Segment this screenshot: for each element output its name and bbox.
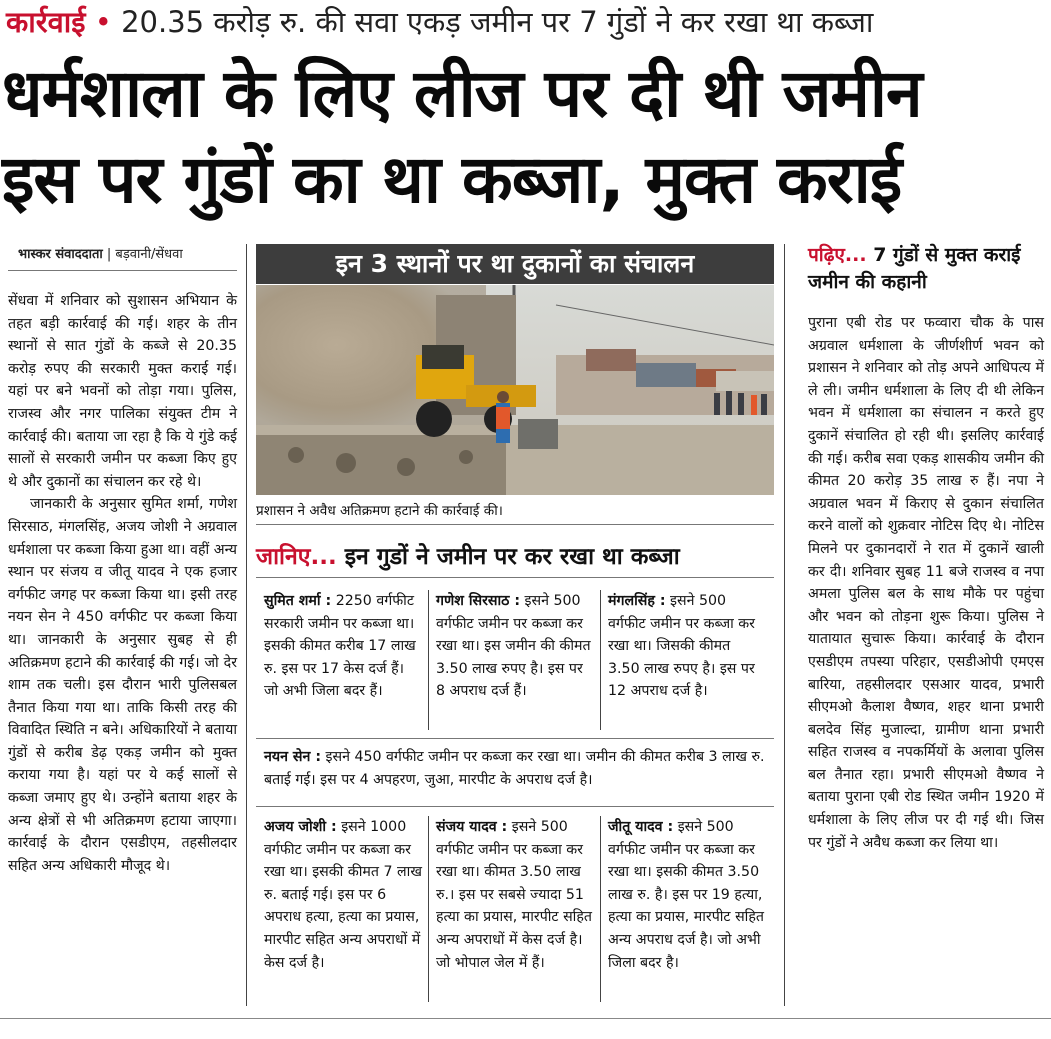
box-jitu-name: जीतू यादव : (608, 819, 674, 835)
byline-author: भास्कर संवाददाता (18, 247, 103, 262)
janiye-title: इन गुडों ने जमीन पर कर रखा था कब्जा (344, 544, 680, 570)
janiye-heading (256, 539, 680, 571)
box-ajay-joshi (264, 816, 422, 974)
box-ajay-text: इसने 1000 वर्गफीट जमीन पर कब्जा कर रखा था। इसकी कीमत 7 लाख रु. बताई गई। इस पर 6 अपराध हत्या, हत्या का प्रयास, मारपीट सहित अन्य अपराधों में केस दर्ज है। (264, 819, 422, 971)
kicker-bullet: • (94, 5, 112, 39)
byline-separator: | (106, 247, 112, 262)
janiye-label: जानिए... (256, 544, 337, 570)
box-divider-2 (600, 590, 601, 730)
byline-rule (8, 270, 237, 271)
photo-caption: प्रशासन ने अवैध अतिक्रमण हटाने की कार्रवाई की। (256, 503, 503, 519)
headline-line-2: इस पर गुंडों का था कब्जा, मुक्त कराई (2, 141, 902, 218)
right-column-body (808, 312, 1044, 854)
byline (18, 244, 183, 262)
demolition-photo (256, 285, 774, 495)
box-sumit-text: 2250 वर्गफीट सरकारी जमीन पर कब्जा था। इसकी कीमत करीब 17 लाख रु. इस पर 17 केस दर्ज हैं। जो अभी जिला बदर हैं। (264, 593, 416, 700)
box-nayan-text: इसने 450 वर्गफीट जमीन पर कब्जा कर रखा था। जमीन की कीमत करीब 3 लाख रु. बताई गई। इस पर 4 अपहरण, जुआ, मारपीट के अपराध दर्ज है। (264, 749, 765, 788)
caption-rule (256, 524, 774, 525)
box-jitu-yadav (608, 816, 766, 974)
column-divider-left (246, 244, 247, 1006)
box-sumit-name: सुमित शर्मा : (264, 593, 332, 609)
box-nayan-sen (264, 746, 768, 791)
box-ganesh-sirsath (436, 590, 594, 703)
headline-line-1: धर्मशाला के लिए लीज पर दी थी जमीन (2, 55, 922, 132)
left-para-1: सेंधवा में शनिवार को सुशासन अभियान के तहत बड़ी कार्रवाई की गई। शहर के तीन स्थानों से सात गुंडों के कब्जे से 20.35 करोड़ रुपए की सरकारी मुक्त कराई गई। यहां पर बने भवनों को तोड़ा गया। पुलिस, राजस्व और नगर पालिका संयुक्त टीम ने कार्रवाई की। बताया जा रहा है कि ये गुंडे कई सालों से सरकारी जमीन पर कब्जा किए हुए थे और दुकानों का संचालन कर रहे थे। (8, 293, 237, 490)
box-ajay-name: अजय जोशी : (264, 819, 337, 835)
box-sanjay-name: संजय यादव : (436, 819, 508, 835)
box-row-rule-2 (256, 806, 774, 807)
box-mangal-text: इसने 500 वर्गफीट जमीन पर कब्जा कर रखा था। जिसकी कीमत 3.50 लाख रुपए है। इस पर 12 अपराध दर्ज है। (608, 593, 755, 700)
kicker-text: 20.35 करोड़ रु. की सवा एकड़ जमीन पर 7 गुंडों ने कर रखा था कब्जा (121, 5, 874, 39)
left-article-column (8, 290, 237, 877)
kicker-line (6, 4, 873, 40)
box-mangalsingh (608, 590, 766, 703)
byline-location: बड़वानी/सेंधवा (115, 247, 183, 262)
box-divider-3 (428, 816, 429, 1002)
right-column-heading (808, 242, 1044, 296)
right-column-label: पढ़िए... (808, 244, 867, 266)
right-column-title: 7 गुंडों से मुक्त कराई जमीन की कहानी (808, 244, 1021, 293)
box-ganesh-name: गणेश सिरसाठ : (436, 593, 521, 609)
box-sumit-sharma (264, 590, 422, 703)
janiye-rule (256, 577, 774, 578)
box-ganesh-text: इसने 500 वर्गफीट जमीन पर कब्जा कर रखा था। इस जमीन की कीमत 3.50 लाख रुपए है। इस पर 8 अपराध दर्ज हैं। (436, 593, 591, 700)
box-sanjay-text: इसने 500 वर्गफीट जमीन पर कब्जा कर रखा था। कीमत 3.50 लाख रु.। इस पर सबसे ज्यादा 51 हत्या का प्रयास, मारपीट सहित अन्य अपराधों में केस दर्ज है। जो भोपाल जेल में हैं। (436, 819, 592, 971)
column-divider-right (784, 244, 785, 1006)
box-divider-4 (600, 816, 601, 1002)
kicker-label: कार्रवाई (6, 5, 86, 39)
right-column-text: पुराना एबी रोड पर फव्वारा चौक के पास अग्रवाल धर्मशाला के जीर्णशीर्ण भवन को प्रशासन ने शनिवार को तोड़ अपने आधिपत्य में ले ली। जमीन धर्मशाला के लिए दी थी लेकिन भवन में धर्मशाला का संचालन न करते हुए दुकानें संचालित हो रही थी। इसलिए कार्रवाई की गई। करीब सवा एकड़ शासकीय जमीन की कीमत 20 करोड़ 35 लाख रु हैं। नपा ने अग्रवाल भवन में किराए से दुकान संचालित करने वालों को शुक्रवार नोटिस दिए थे। नोटिस मिलने पर दुकानदारों ने रात में दुकानें खाली कर दी। शनिवार सुबह 11 बजे राजस्व व नपा अमला पुलिस बल के साथ मौके पर पहुंचा और भवन को तोड़ना शुरू किया। पुलिस ने यातायात सुचारू किया। कार्रवाई के दौरान एसडीएम तपस्या परिहार, एसडीओपी एमएस बारिया, तहसीलदार एसआर यादव, प्रभारी सीएमओ कैलाश वैष्णव, शहर थाना प्रभारी बलदेव सिंह मुजाल्दा, ग्रामीण थाना प्रभारी सहित राजस्व व नपकर्मियों के अलावा पुलिस बल तैनात रहा। प्रभारी सीएमओ वैष्णव ने बताया पुराना एबी रोड स्थित जमीन 1920 में धर्मशाला के लिए लीज पर दी गई थी। जिस पर गुंडों ने अवैध कब्जा कर लिया था। (808, 315, 1044, 851)
left-para-2: जानकारी के अनुसार सुमित शर्मा, गणेश सिरसाठ, मंगलसिंह, अजय जोशी ने अग्रवाल धर्मशाला पर कब्जा किया हुआ था। वहीं अन्य स्थान पर संजय व जीतू यादव ने एक हजार वर्गफीट जगह पर कब्जा किया था। इसी तरह नयन सेन ने 450 वर्गफीट पर कब्जा किया था। जानकारी के अनुसार सुबह से ही अतिक्रमण हटाने की कार्रवाई की गई। जो देर शाम तक चली। इस दौरान भारी पुलिसबल तैनात किया गया था। ताकि किसी तरह की विवादित स्थिति न बने। अधिकारियों ने बताया गुंडों से करीब डेढ़ एकड़ जमीन को मुक्त कराया गया है। यहां पर ये कई सालों से कब्जा जमाए हुए थे। उन्होंने बताया शहर के अन्य क्षेत्रों से भी अतिक्रमण हटाया जाएगा। कार्रवाई के दौरान एसडीएम, तहसीलदार सहित अन्य अधिकारी मौजूद थे। (8, 496, 237, 874)
box-jitu-text: इसने 500 वर्गफीट जमीन पर कब्जा कर रखा था। इसकी कीमत 3.50 लाख रु. है। इस पर 19 हत्या, हत्या का प्रयास, मारपीट सहित अन्य अपराध दर्ज है। जो अभी जिला बदर है। (608, 819, 764, 971)
box-nayan-name: नयन सेन : (264, 749, 321, 765)
box-sanjay-yadav (436, 816, 594, 974)
photo-band-title: इन 3 स्थानों पर था दुकानों का संचालन (256, 244, 774, 284)
page-bottom-rule (0, 1018, 1051, 1019)
box-mangal-name: मंगलसिंह : (608, 593, 666, 609)
demolition-photo-illustration (256, 285, 774, 495)
box-row-rule-1 (256, 738, 774, 739)
box-divider-1 (428, 590, 429, 730)
